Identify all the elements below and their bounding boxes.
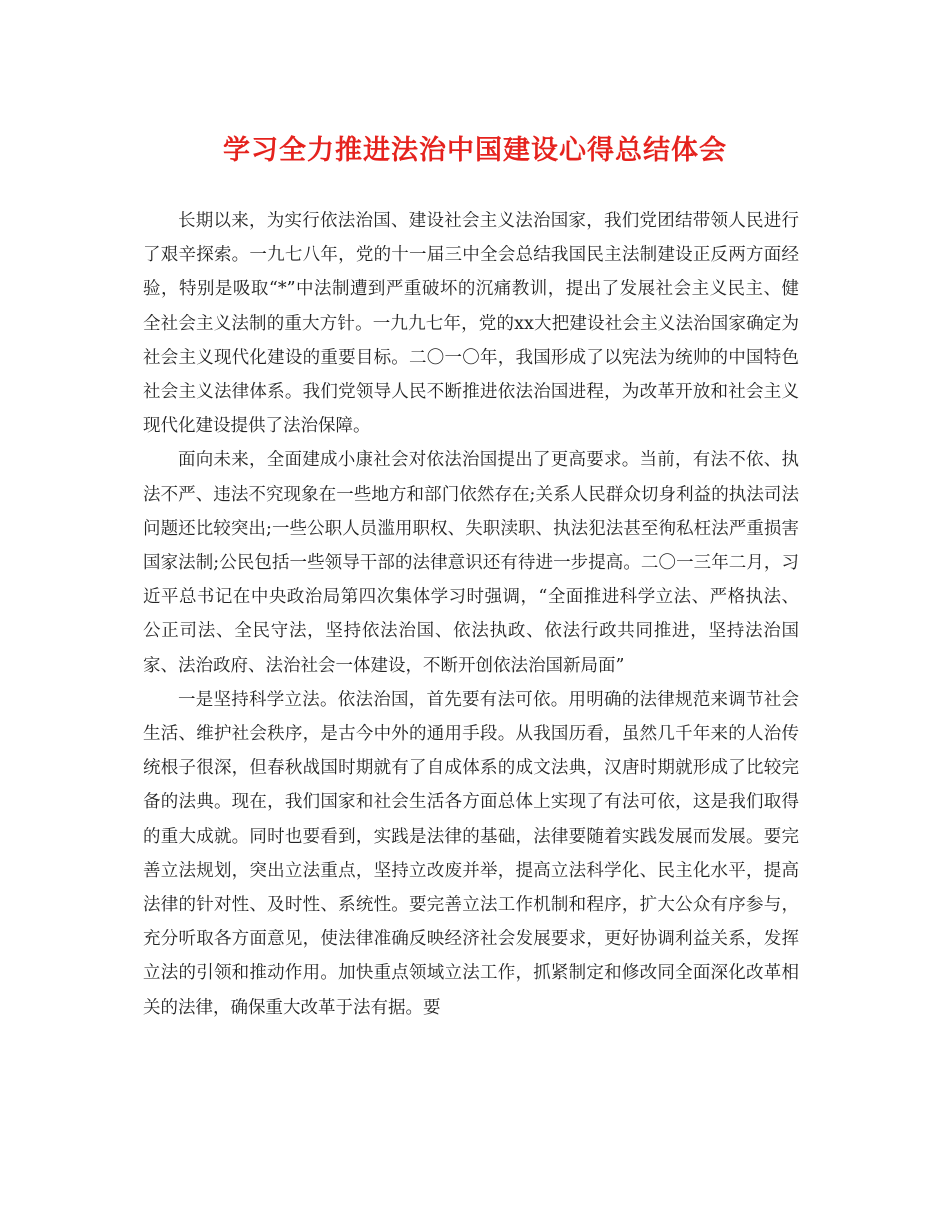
document-body — [143, 204, 799, 1025]
paragraph-3: 一是坚持科学立法。依法治国，首先要有法可依。用明确的法律规范来调节社会生活、维护社会秩序，是古今中外的通用手段。从我国历看，虽然几千年来的人治传统根子很深，但春秋战国时期就有了自成体系的成文法典，汉唐时期就形成了比较完备的法典。现在，我们国家和社会生活各方面总体上实现了有法可依，这是我们取得的重大成就。同时也要看到，实践是法律的基础，法律要随着实践发展而发展。要完善立法规划，突出立法重点，坚持立改废并举，提高立法科学化、民主化水平，提高法律的针对性、及时性、系统性。要完善立法工作机制和程序，扩大公众有序参与，充分听取各方面意见，使法律准确反映经济社会发展要求，更好协调利益关系，发挥立法的引领和推动作用。加快重点领域立法工作，抓紧制定和修改同全面深化改革相关的法律，确保重大改革于法有据。要 — [143, 689, 799, 1018]
paragraph-1: 长期以来，为实行依法治国、建设社会主义法治国家，我们党团结带领人民进行了艰辛探索。一九七八年，党的十一届三中全会总结我国民主法制建设正反两方面经验，特别是吸取“*”中法制遭到严重破坏的沉痛教训，提出了发展社会主义民主、健全社会主义法制的重大方针。一九九七年，党的xx大把建设社会主义法治国家确定为社会主义现代化建设的重要目标。二〇一〇年，我国形成了以宪法为统帅的中国特色社会主义法律体系。我们党领导人民不断推进依法治国进程，为改革开放和社会主义现代化建设提供了法治保障。 — [143, 211, 799, 437]
document-title: 学习全力推进法治中国建设心得总结体会 — [223, 135, 727, 166]
paragraph-2: 面向未来，全面建成小康社会对依法治国提出了更高要求。当前，有法不依、执法不严、违法不究现象在一些地方和部门依然存在;关系人民群众切身利益的执法司法问题还比较突出;一些公职人员滥用职权、失职渎职、执法犯法甚至徇私枉法严重损害国家法制;公民包括一些领导干部的法律意识还有待进一步提高。二〇一三年二月，习近平总书记在中央政治局第四次集体学习时强调，“全面推进科学立法、严格执法、公正司法、全民守法，坚持依法治国、依法执政、依法行政共同推进，坚持法治国家、法治政府、法治社会一体建设，不断开创依法治国新局面” — [143, 450, 799, 676]
